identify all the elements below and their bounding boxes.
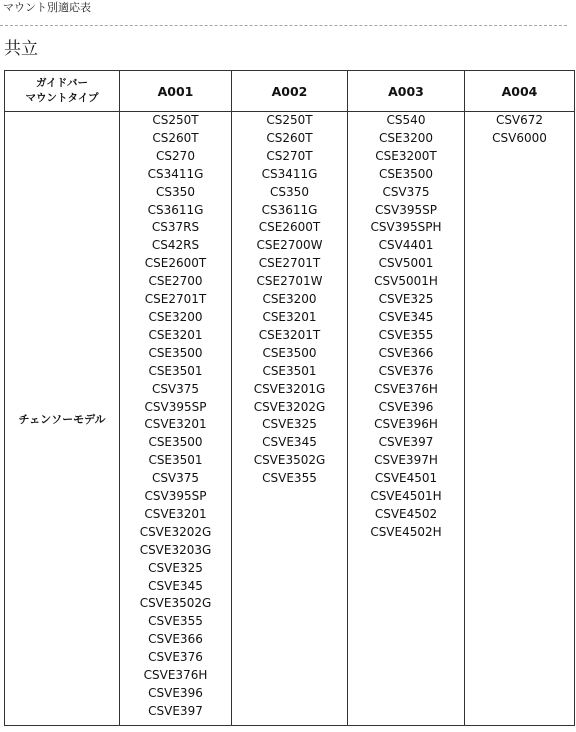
model-item: CSV395SPH	[370, 220, 442, 235]
model-item: CSVE3201	[144, 417, 207, 432]
models-cell-a004	[465, 112, 575, 726]
model-item: CSVE396H	[374, 417, 438, 432]
model-item: CS350	[270, 184, 309, 199]
corner-header-line-1: ガイドバー	[36, 77, 88, 89]
model-list-a003	[348, 112, 464, 542]
row-label: チェンソーモデル	[5, 112, 120, 726]
model-item: CS250T	[152, 113, 199, 127]
model-item: CSVE4502H	[370, 524, 442, 539]
model-item: CSVE396	[378, 399, 434, 414]
model-item: CSVE325	[378, 292, 434, 307]
models-cell-a003	[348, 112, 465, 726]
model-item: CSE2700W	[256, 238, 323, 253]
model-item: CS37RS	[151, 220, 200, 235]
model-item: CSVE4501	[374, 471, 438, 486]
model-item: CS350	[156, 184, 195, 199]
model-item: CSE3200	[378, 130, 434, 145]
model-item: CS3611G	[147, 202, 204, 217]
model-item: CSVE3202G	[253, 399, 326, 414]
model-item: CSVE376	[148, 650, 203, 665]
model-item: CSVE376	[378, 363, 434, 378]
model-item: CS3611G	[261, 202, 318, 217]
page-title: マウント別適応表	[3, 1, 91, 14]
model-item: CSE3500	[148, 345, 203, 360]
model-item: CSV4401	[378, 238, 434, 253]
corner-header-line-2: マウントタイプ	[25, 92, 99, 104]
model-item: CSVE355	[262, 471, 317, 486]
model-item: CS270	[156, 148, 195, 163]
column-header-a004: A004	[465, 71, 575, 112]
model-item: CSVE397	[378, 435, 434, 450]
model-list-a001	[120, 112, 231, 721]
models-cell-a001	[120, 112, 232, 726]
model-item: CS3411G	[147, 166, 204, 181]
model-item: CSE3201	[262, 309, 317, 324]
model-item: CSVE3201	[144, 506, 207, 521]
model-item: CSE3201T	[258, 327, 321, 342]
column-header-a003: A003	[348, 71, 465, 112]
model-item: CSVE325	[262, 417, 317, 432]
model-item: CSV375	[151, 381, 200, 396]
title-divider	[0, 25, 567, 26]
model-item: CSE2701T	[144, 292, 207, 307]
column-header-a001: A001	[120, 71, 232, 112]
model-item: CSE2700	[148, 274, 203, 289]
model-item: CSVE4502	[374, 506, 438, 521]
model-item: CSE3501	[148, 453, 203, 468]
model-item: CSV395SP	[144, 489, 207, 504]
model-item: CSVE355	[148, 614, 203, 629]
model-item: CSV672	[495, 113, 544, 127]
model-item: CSE3501	[148, 363, 203, 378]
model-item: CSVE325	[148, 560, 203, 575]
model-item: CSVE345	[148, 578, 203, 593]
column-header-a002: A002	[232, 71, 348, 112]
model-item: CSVE376H	[143, 668, 208, 683]
model-item: CSE3500	[148, 435, 203, 450]
model-item: CSVE345	[262, 435, 317, 450]
model-item: CSE2600T	[258, 220, 321, 235]
model-item: CSV375	[151, 471, 200, 486]
model-item: CSVE396	[148, 686, 203, 700]
model-item: CSV395SP	[375, 202, 437, 217]
model-item: CSVE3202G	[139, 524, 212, 539]
corner-header	[5, 71, 120, 112]
model-item: CSE3200T	[375, 148, 437, 163]
model-item: CSE3200	[262, 292, 317, 307]
model-item: CSE3201	[148, 327, 203, 342]
model-item: CSV6000	[492, 130, 547, 145]
model-item: CSVE3502G	[139, 596, 212, 611]
model-item: CSE3200	[148, 309, 203, 324]
model-list-a004	[465, 112, 574, 148]
model-list-a002	[232, 112, 347, 488]
model-item: CS250T	[266, 113, 313, 127]
model-item: CSE3501	[262, 363, 317, 378]
model-item: CS260T	[152, 130, 199, 145]
model-item: CS540	[386, 113, 426, 127]
model-item: CSVE397	[148, 703, 203, 718]
model-item: CSV395SP	[144, 399, 207, 414]
model-item: CSVE397H	[374, 453, 438, 468]
model-item: CS3411G	[261, 166, 318, 181]
header-row	[5, 71, 575, 112]
model-item: CSE3500	[262, 345, 317, 360]
model-item: CSVE4501H	[370, 489, 442, 504]
model-item: CSE2701W	[256, 274, 323, 289]
model-item: CSVE376H	[374, 381, 438, 396]
model-item: CSE3500	[378, 166, 434, 181]
model-item: CSVE345	[378, 309, 434, 324]
model-item: CSVE366	[148, 632, 203, 647]
models-row	[5, 112, 575, 726]
model-item: CSVE355	[378, 327, 434, 342]
section-heading: 共立	[4, 39, 38, 59]
model-item: CSV5001	[378, 256, 434, 271]
model-item: CS42RS	[151, 238, 200, 253]
models-cell-a002	[232, 112, 348, 726]
model-item: CSV5001H	[374, 274, 438, 289]
model-item: CSVE3201G	[253, 381, 326, 396]
mount-compatibility-table	[4, 70, 575, 726]
model-item: CS270T	[266, 148, 313, 163]
model-item: CSVE3502G	[253, 453, 326, 468]
model-item: CS260T	[266, 130, 313, 145]
model-item: CSVE366	[378, 345, 434, 360]
model-item: CSV375	[382, 184, 430, 199]
model-item: CSVE3203G	[139, 542, 212, 557]
model-item: CSE2701T	[258, 256, 321, 271]
model-item: CSE2600T	[144, 256, 207, 271]
